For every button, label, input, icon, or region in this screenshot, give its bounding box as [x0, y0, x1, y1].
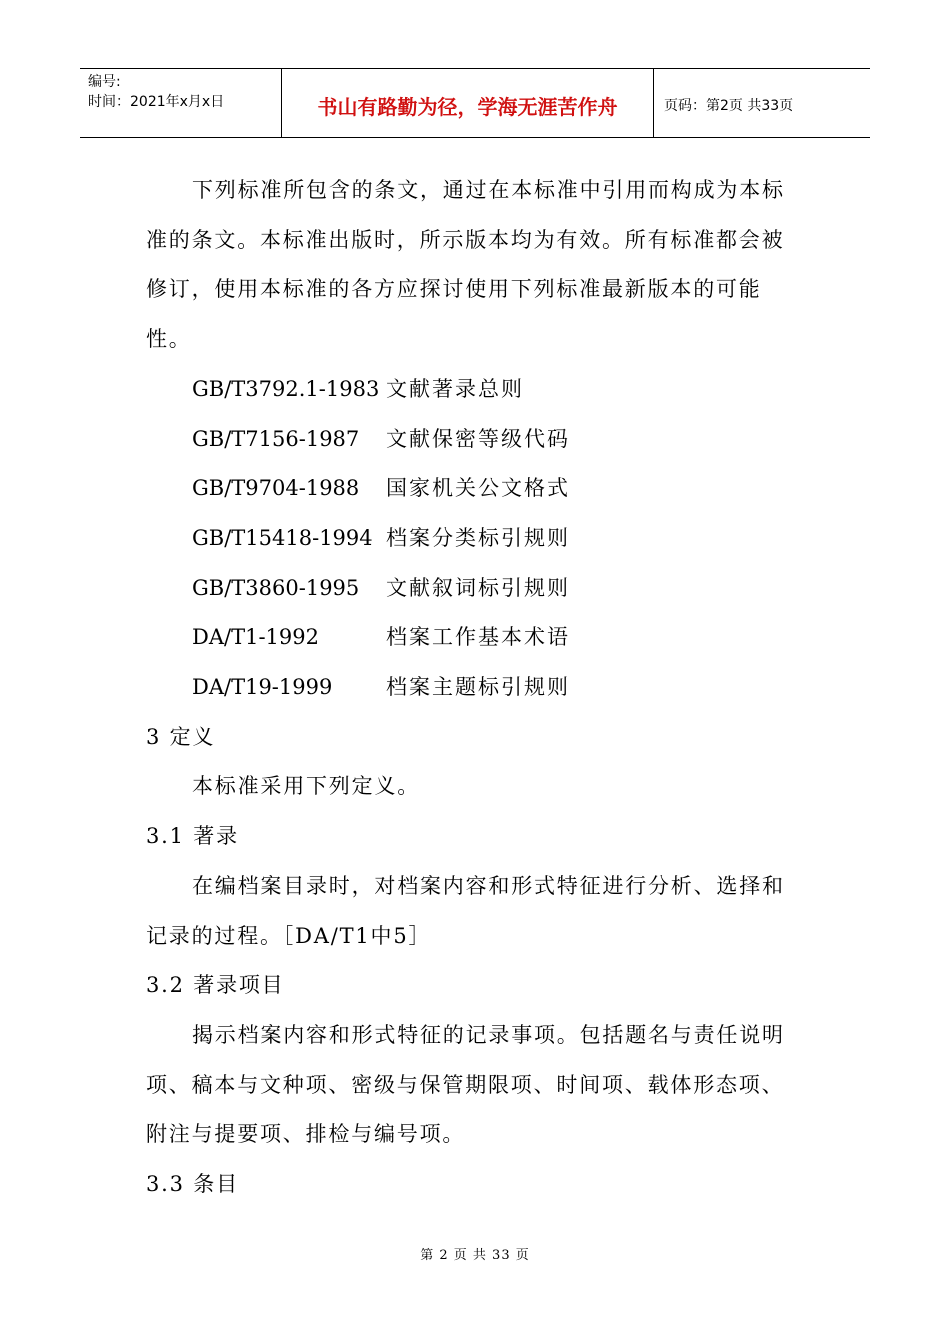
reference-item [146, 514, 806, 564]
reference-item [146, 365, 806, 415]
reference-code: GB/T7156-1987 [192, 426, 360, 451]
reference-title: 文献叙词标引规则 [386, 575, 570, 600]
section-paragraph: 本标准采用下列定义。 [192, 774, 420, 799]
reference-item [146, 663, 806, 713]
definition-paragraph: 在编档案目录时，对档案内容和形式特征进行分析、选择和记录的过程。［DA/T1中5］ [146, 873, 785, 948]
subsection-heading: 3.2 著录项目 [146, 973, 285, 998]
reference-code: GB/T3792.1-1983 [192, 376, 380, 401]
page-footer: 第 2 页 共 33 页 [420, 1248, 530, 1263]
reference-item [146, 613, 806, 663]
intro-paragraph: 下列标准所包含的条文，通过在本标准中引用而构成为本标准的条文。本标准出版时，所示版本均为有效。所有标准都会被修订，使用本标准的各方应探讨使用下列标准最新版本的可能性。 [146, 178, 785, 352]
reference-code: GB/T3860-1995 [192, 575, 360, 600]
subsection-heading: 3.1 著录 [146, 824, 239, 849]
header-motto: 书山有路勤为径，学海无涯苦作舟 [282, 69, 654, 137]
normative-references-list [146, 365, 806, 713]
document-number-label: 编号: [88, 74, 121, 90]
subsection-heading: 3.3 条目 [146, 1172, 239, 1197]
reference-code: DA/T1-1992 [192, 625, 319, 650]
header-meta [80, 69, 282, 137]
reference-code: GB/T9704-1988 [192, 476, 360, 501]
section-heading: 3 定义 [146, 724, 216, 749]
page-header [80, 68, 870, 138]
reference-code: DA/T19-1999 [192, 675, 333, 700]
reference-title: 档案工作基本术语 [386, 625, 570, 650]
reference-title: 文献著录总则 [386, 376, 524, 401]
definition-paragraph: 揭示档案内容和形式特征的记录事项。包括题名与责任说明项、稿本与文种项、密级与保管期限项、时间项、载体形态项、附注与提要项、排检与编号项。 [146, 1022, 785, 1147]
reference-title: 档案主题标引规则 [386, 675, 570, 700]
reference-code: GB/T15418-1994 [192, 525, 373, 550]
document-date: 时间：2021年x月x日 [88, 94, 225, 110]
reference-title: 档案分类标引规则 [386, 525, 570, 550]
reference-title: 文献保密等级代码 [386, 426, 570, 451]
header-page-info: 页码：第2页 共33页 [664, 98, 794, 114]
reference-item [146, 464, 806, 514]
reference-item [146, 415, 806, 465]
document-body [146, 166, 806, 1210]
reference-item [146, 564, 806, 614]
reference-title: 国家机关公文格式 [386, 476, 570, 501]
